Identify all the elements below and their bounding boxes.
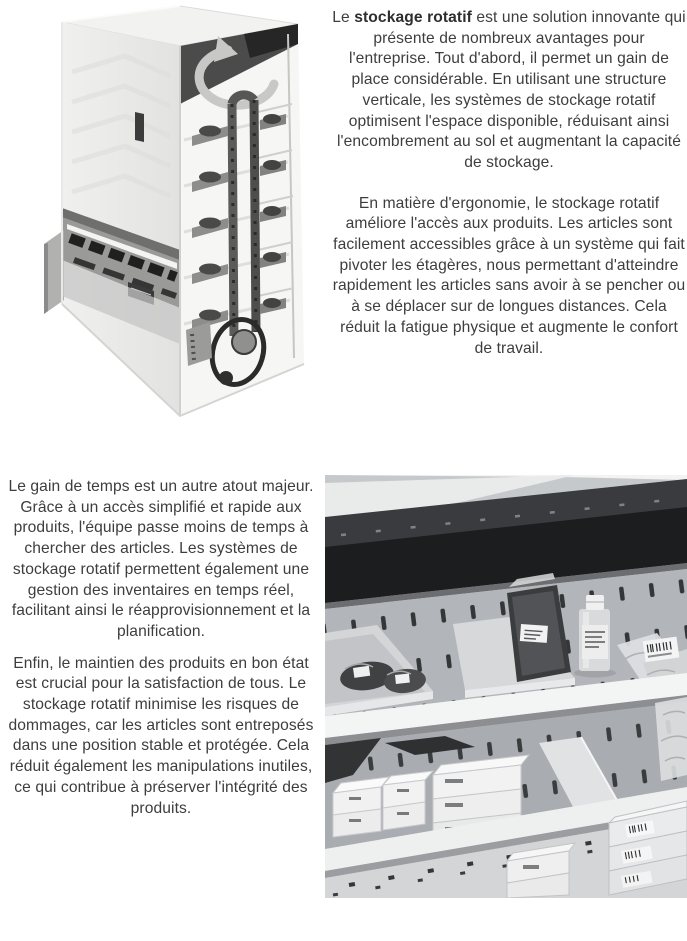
paragraph-intro xyxy=(331,8,687,174)
intro-bold-keyword: stockage rotatif xyxy=(354,9,472,26)
carousel-machine-illustration xyxy=(30,0,322,430)
paragraph-time-saving: Le gain de temps est un autre atout majeur. Grâce à un accès simplifié et rapide aux produits, l'équipe passe moins de temps à chercher des articles. Les systèmes de stockage rotatif permettent également une gestion des inventaires en temps réel, facilitant ainsi le réapprovisionnement et la planification. xyxy=(8,478,314,640)
body-text-block xyxy=(2,477,320,819)
shelving-photo xyxy=(325,475,687,898)
carousel-machine-drawing xyxy=(30,0,322,430)
paragraph-ergonomics: En matière d'ergonomie, le stockage rotatif améliore l'accès aux produits. Les articles sont facilement accessibles grâce à un système qui fait pivoter les étagères, nous permettant d'atteindre rapidement les articles sans avoir à se pencher ou à se déplacer sur de longues distances. Cela réduit la fatigue physique et augmente le confort de travail. xyxy=(332,194,686,357)
intro-text-block xyxy=(331,8,687,359)
intro-rest-text: est une solution innovante qui présente de nombreux avantages pour l'entreprise. Tout d'abord, il permet un gain de place considérable. En utilisant une structure verticale, les systèmes de stockage rotatif optimisent l'espace disponible, réduisant ainsi l'encombrement au sol et augmentant la capacité de stockage. xyxy=(336,9,686,171)
intro-lead-text: Le xyxy=(332,9,355,26)
shelving-photo-image xyxy=(325,475,687,898)
paragraph-preservation: Enfin, le maintien des produits en bon état est crucial pour la satisfaction de tous. Le stockage rotatif minimise les risques de dommages, car les articles sont entreposés dans une position stable et protégée. Cela réduit également les manipulations inutiles, ce qui contribue à préserver l'intégrité des produits. xyxy=(8,654,314,817)
